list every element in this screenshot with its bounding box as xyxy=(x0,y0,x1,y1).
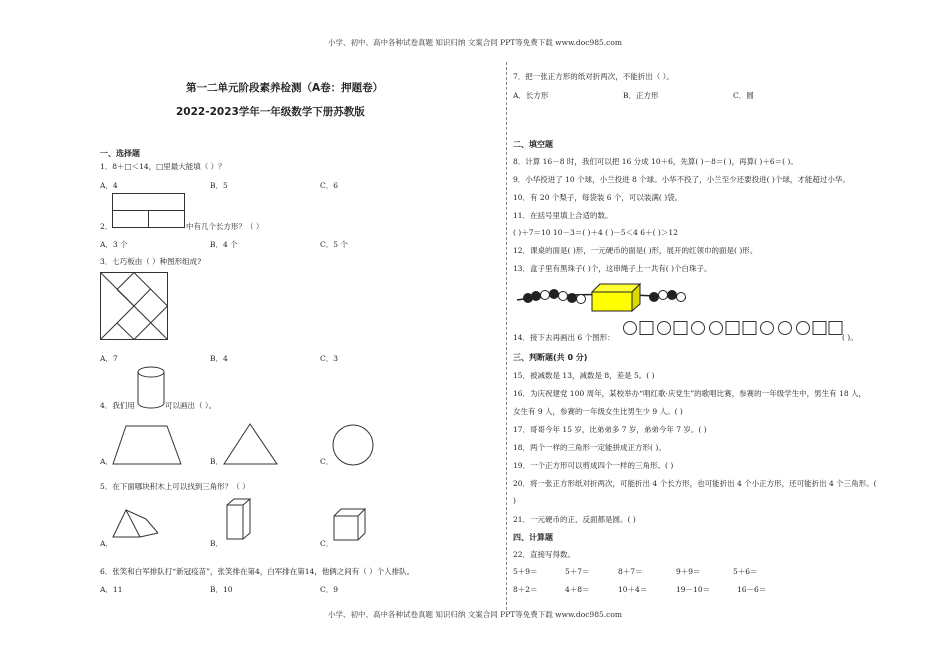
q5-option-b: B． xyxy=(210,539,224,548)
trapezoid-icon xyxy=(112,425,182,465)
calc-6: 8＋2＝ xyxy=(513,585,538,594)
calc-10: 16－6＝ xyxy=(737,585,767,594)
q3-option-a: A．7 xyxy=(100,354,118,363)
question-3: 3．七巧板由（ ）种图形组成? xyxy=(100,257,202,266)
q4-suffix: 可以画出（ ）。 xyxy=(165,401,217,410)
question-15: 15．被减数是 13，减数是 8，差是 5。( ) xyxy=(513,371,655,380)
q3-option-c: C．3 xyxy=(320,354,339,363)
question-17: 17．哥哥今年 15 岁，比弟弟多 7 岁，弟弟今年 7 岁。( ) xyxy=(513,425,707,434)
section-calculation: 四、计算题 xyxy=(513,533,553,542)
q7-option-b: B．正方形 xyxy=(623,91,659,100)
question-13: 13．盒子里有黑珠子( )个，这串绳子上一共有( )个白珠子。 xyxy=(513,264,712,273)
triangle-icon xyxy=(223,423,278,465)
calc-4: 9＋9＝ xyxy=(676,567,701,576)
question-1: 1．8＋□＜14，□里最大能填（ ）？ xyxy=(100,162,226,171)
cube-icon xyxy=(333,508,367,542)
question-18: 18．两个一样的三角形一定能拼成正方形( )。 xyxy=(513,443,666,452)
calc-2: 5＋7＝ xyxy=(565,567,590,576)
question-22: 22．直接写得数。 xyxy=(513,550,576,559)
shape-pattern-sequence xyxy=(623,320,843,336)
page-header: 小学、初中、高中各种试卷真题 知识归纳 文案合同 PPT等免费下载 www.doc985.com xyxy=(328,38,622,47)
question-21: 21．一元硬币的正、反面都是圆。( ) xyxy=(513,515,636,524)
section-choice: 一、选择题 xyxy=(100,149,140,158)
q2-suffix: 中有几个长方形？（ ） xyxy=(186,222,264,231)
q2-option-c: C．5 个 xyxy=(320,240,348,249)
column-divider xyxy=(506,62,507,610)
question-9: 9．小华投进了 10 个球，小兰投进 8 个球。小华不投了，小兰至少还要投进( )个球，才能超过小华。 xyxy=(513,175,850,184)
q7-option-c: C．圆 xyxy=(733,91,754,100)
question-20-line-1: 20．将一张正方形纸对折两次，可能折出 4 个长方形，也可能折出 4 个小正方形，还可能折出 4 个三角形。( xyxy=(513,479,877,488)
q4-prefix: 4．我们用 xyxy=(100,401,135,410)
q4-option-a: A． xyxy=(100,457,113,466)
tangram-icon xyxy=(100,272,168,340)
bead-string-illustration xyxy=(516,280,692,312)
question-7: 7．把一张正方形的纸对折两次，不能折出（ ）。 xyxy=(513,72,674,81)
title-line-2: 2022-2023学年一年级数学下册苏教版 xyxy=(176,106,365,118)
circle-icon xyxy=(332,424,374,466)
question-20-line-2: ) xyxy=(513,496,516,505)
q1-option-a: A．4 xyxy=(100,181,118,190)
question-10: 10．有 20 个梨子，每袋装 6 个，可以装满( )袋。 xyxy=(513,193,683,202)
calc-3: 8＋7＝ xyxy=(618,567,643,576)
question-16-line-1: 16．为庆祝建党 100 周年，某校举办“唱红歌·庆党生”的歌唱比赛，参赛的一年级学生中，男生有 18 人， xyxy=(513,389,866,398)
q2-option-b: B．4 个 xyxy=(210,240,238,249)
triangular-prism-icon xyxy=(112,507,160,541)
q1-option-c: C．6 xyxy=(320,181,339,190)
q5-option-c: C． xyxy=(320,539,334,548)
calc-7: 4＋8＝ xyxy=(565,585,590,594)
section-fill-blank: 二、填空题 xyxy=(513,140,553,149)
page-footer: 小学、初中、高中各种试卷真题 知识归纳 文案合同 PPT等免费下载 www.doc985.com xyxy=(328,610,622,619)
question-5: 5．在下面哪块积木上可以找到三角形？（ ） xyxy=(100,482,250,491)
calc-8: 10＋4＝ xyxy=(618,585,648,594)
title-line-1: 第一二单元阶段素养检测（A卷：押题卷） xyxy=(186,82,384,94)
q5-option-a: A． xyxy=(100,539,113,548)
q4-option-c: C． xyxy=(320,457,334,466)
question-11: 11．在括号里填上合适的数。 xyxy=(513,211,613,220)
q2-option-a: A．3 个 xyxy=(100,240,128,249)
q6-option-a: A．11 xyxy=(100,585,123,594)
question-12: 12．课桌的面是( )形，一元硬币的面是( )形，展开的红领巾的面是( )形。 xyxy=(513,246,758,255)
q1-option-b: B．5 xyxy=(210,181,228,190)
q7-option-a: A．长方形 xyxy=(513,91,549,100)
calc-1: 5＋9＝ xyxy=(513,567,538,576)
q6-option-b: B．10 xyxy=(210,585,233,594)
calc-5: 5＋6＝ xyxy=(733,567,758,576)
q11-items: ( )＋7＝10 10－3＝( )＋4 ( )－5＜4 6＋( )＞12 xyxy=(513,228,678,237)
question-8: 8．计算 16－8 时，我们可以把 16 分成 10＋6，先算( )－8＝( )，再算( )＋6＝( )。 xyxy=(513,157,798,166)
question-6: 6．张笑和白军排队打“新冠疫苗”，张笑排在第4，白军排在第14，他俩之间有（ ）个人排队。 xyxy=(100,567,415,576)
q6-option-c: C．9 xyxy=(320,585,339,594)
cuboid-icon xyxy=(226,498,252,542)
section-true-false: 三、判断题(共 0 分) xyxy=(513,353,588,362)
q14-prefix: 14．接下去再画出 6 个图形： xyxy=(513,333,615,342)
calc-9: 19－10＝ xyxy=(676,585,711,594)
question-16-line-2: 女生有 9 人，参赛的一年级女生比男生少 9 人。( ) xyxy=(513,407,683,416)
question-19: 19．一个正方形可以剪成四个一样的三角形。( ) xyxy=(513,461,674,470)
q14-suffix: ( )。 xyxy=(842,333,858,342)
cylinder-icon xyxy=(136,366,166,410)
q2-prefix: 2． xyxy=(100,222,113,231)
q3-option-b: B．4 xyxy=(210,354,228,363)
rectangle-figure-icon xyxy=(112,193,186,229)
q4-option-b: B． xyxy=(210,457,224,466)
